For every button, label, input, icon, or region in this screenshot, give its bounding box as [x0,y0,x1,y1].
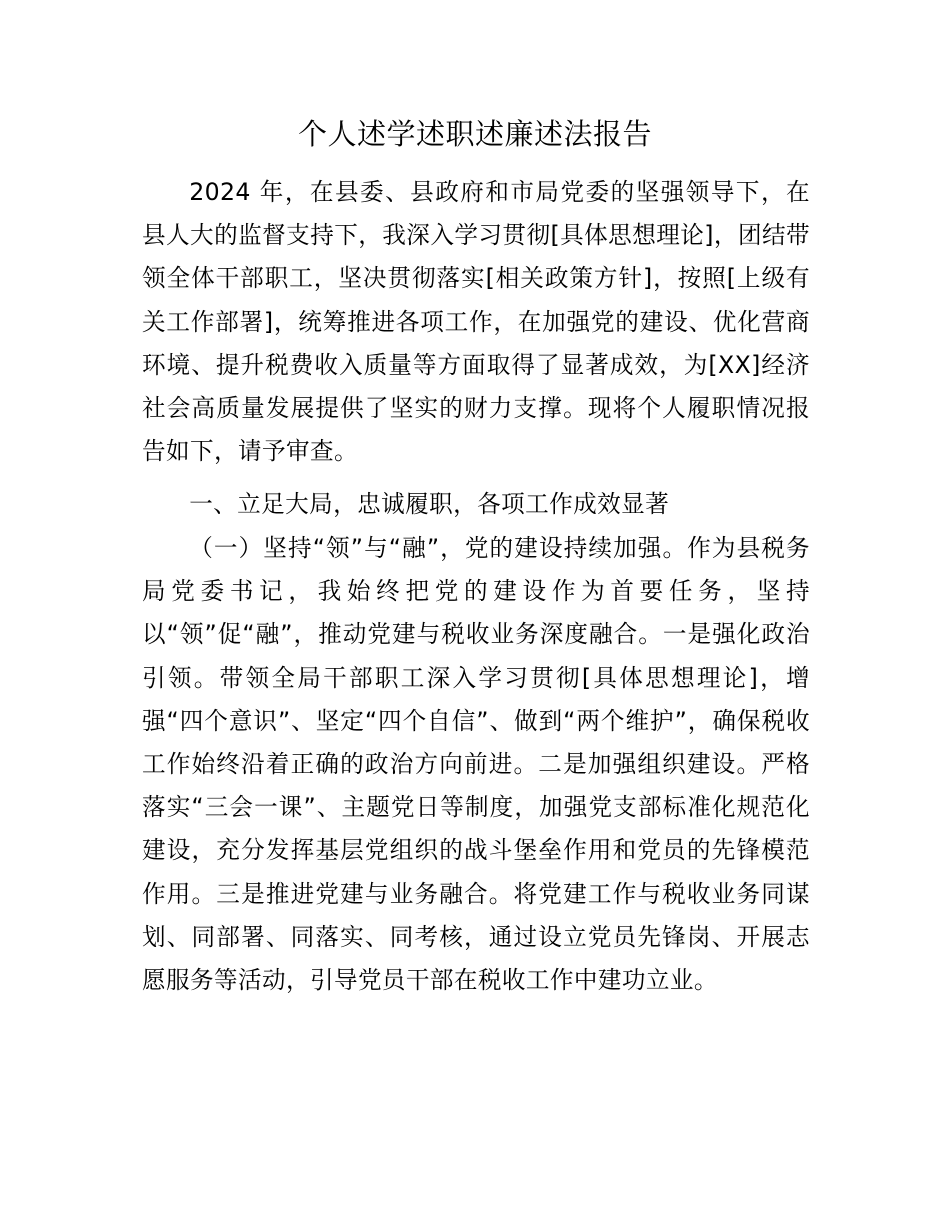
intro-paragraph: 2024 年，在县委、县政府和市局党委的坚强领导下，在县人大的监督支持下，我深入学习贯彻[具体思想理论]，团结带领全体干部职工，坚决贯彻落实[相关政策方针]，按照[上级有关工作部署]，统筹推进各项工作，在加强党的建设、优化营商环境、提升税费收入质量等方面取得了显著成效，为[XX]经济社会高质量发展提供了坚实的财力支撑。现将个人履职情况报告如下，请予审查。 [142,178,810,466]
subsection-paragraph: （一）坚持“领”与“融”，党的建设持续加强。作为县税务局党委书记，我始终把党的建设作为首要任务，坚持以“领”促“融”，推动党建与税收业务深度融合。一是强化政治引领。带领全局干部职工深入学习贯彻[具体思想理论]，增强“四个意识”、坚定“四个自信”、做到“两个维护”，确保税收工作始终沿着正确的政治方向前进。二是加强组织建设。严格落实“三会一课”、主题党日等制度，加强党支部标准化规范化建设，充分发挥基层党组织的战斗堡垒作用和党员的先锋模范作用。三是推进党建与业务融合。将党建工作与税收业务同谋划、同部署、同落实、同考核，通过设立党员先锋岗、开展志愿服务等活动，引导党员干部在税收工作中建功立业。 [142,534,810,995]
document-title: 个人述学述职述廉述法报告 [297,117,652,151]
section-heading: 一、立足大局，忠诚履职，各项工作成效显著 [189,490,670,518]
